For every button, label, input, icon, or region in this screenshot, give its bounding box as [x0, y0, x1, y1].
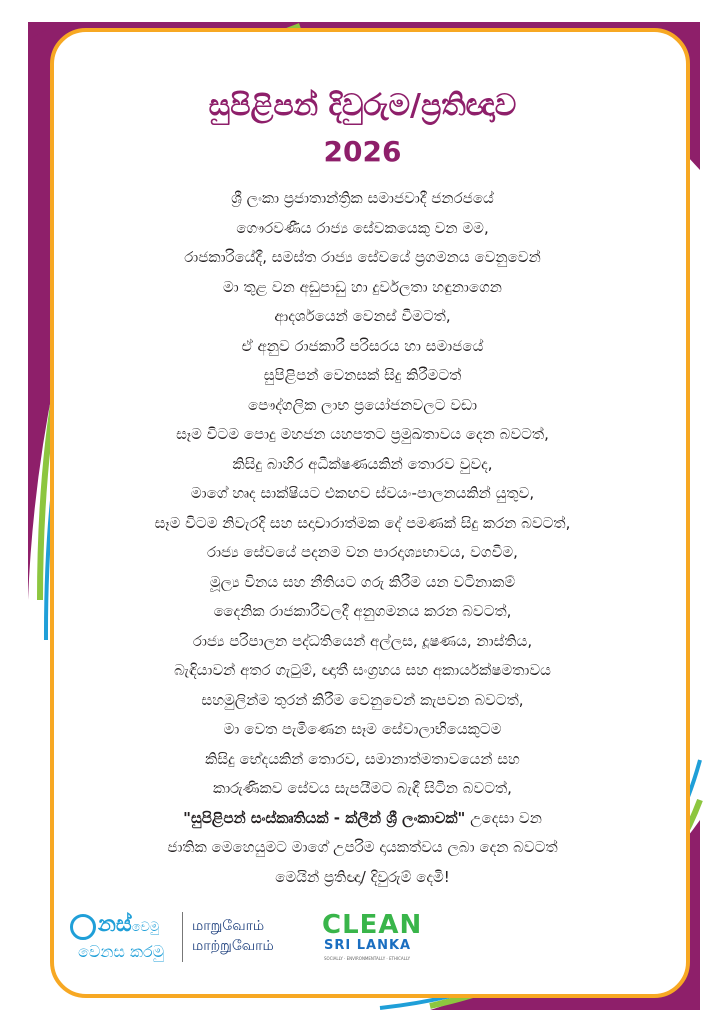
clean-sri-lanka-logo	[322, 910, 422, 970]
pledge-line: මා වෙත පැමිණෙන සෑම සේවාලාභියෙකුටම	[223, 720, 502, 738]
pledge-line: බැඳියාවන් අතර ගැටුම්, ඥාතී සංග්‍රහය සහ අකාර්යක්ෂමතාවය	[174, 661, 551, 679]
pledge-line: මූල්‍ය විනය සහ නීතියට ගරු කිරීම යන වටිනාකම්	[209, 572, 516, 591]
nas-logo-top: නස්	[98, 912, 132, 937]
nas-logo-circle-icon	[70, 914, 96, 940]
pledge-line: පෞද්ගලික ලාභ ප්‍රයෝජනවලට වඩා	[247, 395, 478, 414]
clean-logo-word: CLEAN	[322, 910, 423, 940]
tamil-logo	[192, 916, 302, 956]
pledge-line: රාජකාරියේදී, සමස්ත රාජ්‍ය සේවයේ ප්‍රගමනය වෙනුවෙන්	[184, 248, 541, 266]
pledge-line: කිසිදු බාහිර අධීක්ෂණයකින් තොරව වුවද,	[232, 454, 493, 473]
footer-logos	[0, 900, 725, 980]
pledge-slogan-line	[60, 804, 665, 834]
pledge-line: ශ්‍රී ලංකා ප්‍රජාතාන්ත්‍රික සමාජවාදී ජනරජයේ	[231, 189, 494, 207]
pledge-line: සහමුලින්ම තුරන් කිරීම වෙනුවෙන් කැපවන බවටත්,	[201, 690, 524, 709]
pledge-line: සෑම විටම නිවැරදි සහ සදාචාරාත්මක දේ පමණක් සිදු කරන බවටත්,	[154, 513, 571, 532]
pledge-line: සෑම විටම පොදු මහජන යහපතට ප්‍රමුඛතාවය දෙන බවටත්,	[176, 425, 549, 443]
pledge-line: මා තුළ වන අඩුපාඩු හා දුර්වලතා හඳුනාගෙන	[223, 277, 502, 296]
nas-logo-bottom: වෙනස කරමු	[78, 942, 165, 961]
pledge-line: ගෞරවණීය රාජ්‍ය සේවකයෙකු වන මම,	[236, 218, 489, 237]
pledge-line: ආදර්ශයෙන් වෙනස් වීමටත්,	[274, 307, 451, 325]
pledge-line: රාජ්‍ය සේවයේ පදනම වන පාරදෘශ්‍යභාවය, වගවීම,	[207, 543, 518, 561]
tamil-logo-line1: மாறுவோம்	[192, 918, 265, 934]
pledge-closing-line: මෙයින් ප්‍රතිඥා/ දිවුරුම් දෙමි!	[275, 867, 450, 886]
page-title: සුපිළිපන් දිවුරුම/ප්‍රතිඥාව	[208, 88, 517, 123]
pledge-year: 2026	[323, 135, 402, 168]
pledge-text	[60, 184, 665, 892]
slogan-bold: "සුපිළිපන් සංස්කෘතියක් - ක්ලීන් ශ්‍රී ලංකාවක්"	[183, 808, 466, 827]
nas-logo-top-small: වෙමු	[131, 920, 160, 935]
logo-divider	[182, 912, 183, 962]
clean-logo-tagline: SOCIALLY · ENVIRONMENTALLY · ETHICALLY	[324, 956, 411, 961]
pledge-line: දෛනික රාජකාරීවලදී අනුගමනය කරන බවටත්,	[213, 602, 512, 620]
pledge-line: කාරුණිකව සේවය සැපයීමට බැඳී සිටින බවටත්,	[213, 779, 512, 797]
clean-logo-subtitle: SRI LANKA	[324, 938, 412, 953]
pledge-line: කිසිදු භේදයකින් තොරව, සමානාත්මතාවයෙන් සහ	[205, 749, 520, 768]
pledge-line: සුපිළිපන් වෙනසක් සිදු කිරීමටත්	[263, 366, 462, 384]
slogan-suffix: උදෙසා වන	[465, 808, 542, 827]
pledge-line: ඒ අනුව රාජකාරී පරිසරය හා සමාජයේ	[241, 336, 484, 355]
nas-wemu-logo	[70, 910, 180, 966]
pledge-closing-line: ජාතික මෙහෙයුමට මාගේ උපරිම දායකත්වය ලබා දෙන බවටත්	[167, 838, 558, 856]
pledge-line: රාජ්‍ය පරිපාලන පද්ධතියෙන් අල්ලස, දූෂණය, නාස්තිය,	[192, 631, 533, 650]
tamil-logo-line2: மாற்றுவோம்	[192, 938, 274, 954]
pledge-line: මාගේ හෘද සාක්ෂියට එකඟව ස්වයං-පාලනයකින් යුතුව,	[190, 484, 535, 502]
